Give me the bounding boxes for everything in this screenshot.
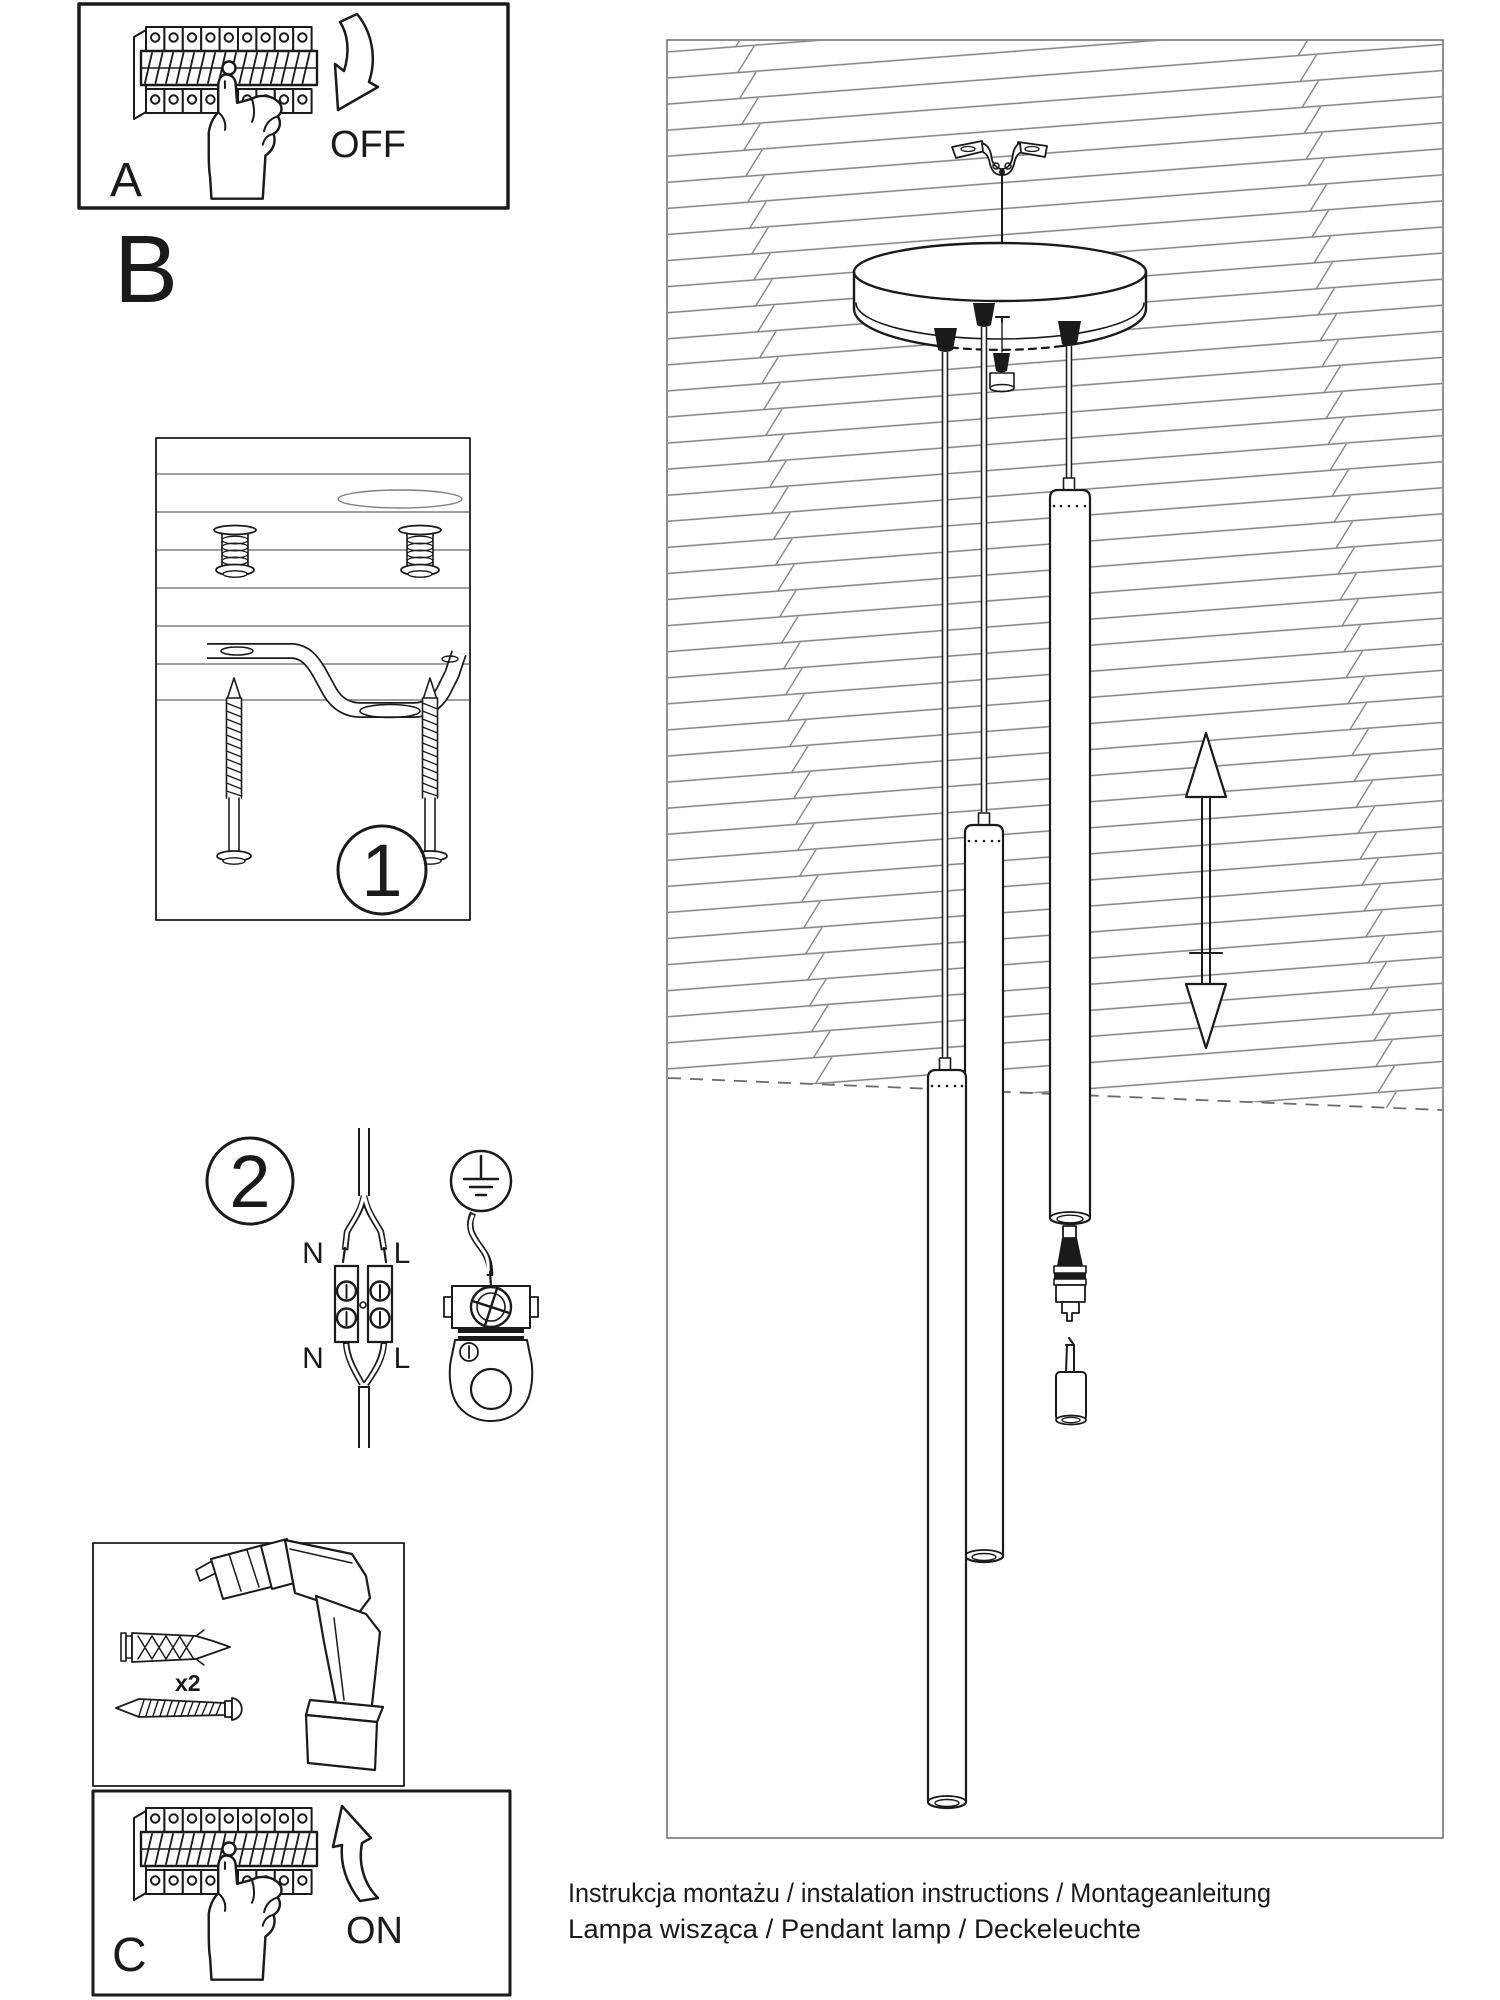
step-1-frame [156, 438, 470, 920]
step-2-number: 2 [229, 1140, 271, 1223]
tools-box [93, 1539, 404, 1786]
ground-wire [470, 1213, 491, 1286]
off-arrow-icon [335, 14, 378, 110]
step-1-number: 1 [361, 829, 403, 912]
step-c-breaker-on [93, 1791, 510, 1995]
step-b-label: B [114, 216, 179, 323]
off-label: OFF [330, 124, 406, 166]
terminal-n-top-label: N [302, 1237, 324, 1270]
tube-middle [965, 825, 1003, 1562]
socket-exploded [1054, 1226, 1086, 1321]
mounting-screw-icon [217, 678, 251, 864]
on-arrow-icon [333, 1806, 378, 1901]
lamp-cable-join [346, 1342, 384, 1450]
caption-line-1: Instrukcja montażu / instalation instructions / Montageanleitung [568, 1878, 1271, 1908]
wall-plug-icon [121, 1630, 230, 1665]
wall-anchor-icon [214, 526, 256, 578]
wall-anchor-icon [399, 526, 441, 578]
step-a-label: A [110, 154, 143, 207]
main-lamp-illustration [667, 40, 1443, 1838]
terminal-l-bottom-label: L [393, 1342, 411, 1375]
terminal-n-bottom-label: N [302, 1342, 324, 1375]
caption-line-2: Lampa wisząca / Pendant lamp / Deckeleuchte [568, 1914, 1141, 1944]
step-a-breaker-off [79, 4, 508, 208]
step-c-label: C [112, 1929, 147, 1982]
canopy [854, 243, 1146, 350]
on-label: ON [346, 1910, 403, 1952]
mains-cable-split [343, 1126, 386, 1262]
mounting-bracket [207, 647, 459, 718]
caption [568, 1878, 1271, 1944]
bulb-icon [1056, 1338, 1086, 1425]
terminal-l-top-label: L [393, 1237, 411, 1270]
ceiling-hole [338, 490, 462, 508]
ground-symbol-icon [451, 1151, 511, 1211]
drill-icon [196, 1539, 383, 1770]
step-2-wiring [207, 1126, 410, 1450]
screw-icon [116, 1698, 242, 1720]
terminal-block [335, 1266, 392, 1342]
grounding-diagram [444, 1151, 538, 1421]
step-1-bracket-mounting [156, 438, 470, 920]
ground-clamp [444, 1284, 538, 1421]
tube-right [1050, 490, 1090, 1224]
tube-left [928, 1070, 966, 1808]
anchor-count-label: x2 [175, 1670, 201, 1696]
